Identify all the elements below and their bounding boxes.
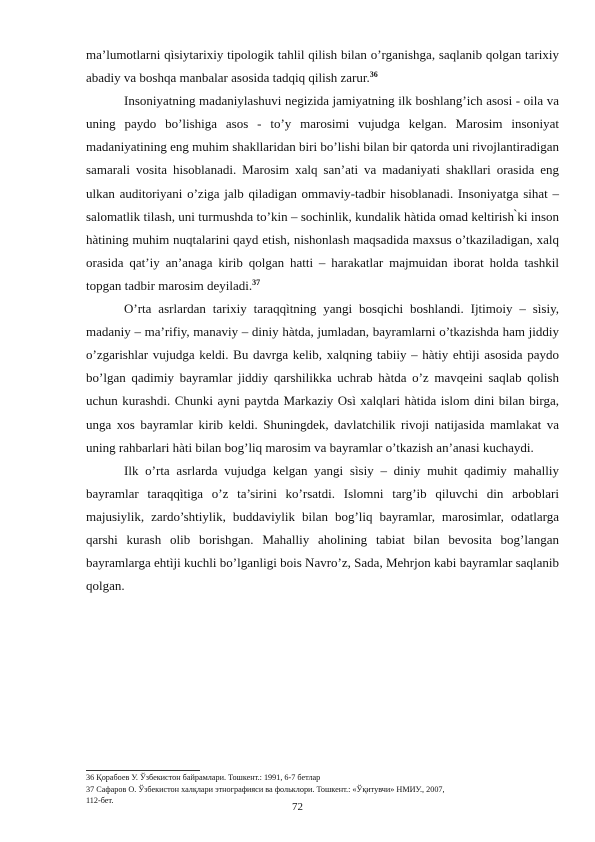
footnote-37: 37 Сафаров О. Ўзбекистон халқлари этнографияси ва фольклори. Тошкент.: «Ўқитувчи» НМИУ., 2007, bbox=[86, 784, 445, 794]
footnote-divider bbox=[86, 770, 200, 771]
paragraph-4-text: Ilk o’rta asrlarda vujudga kelgan yangi sìsiy – diniy muhit qadimiy mahalliy bayramlar taraqqìtiga o’z ta’sirini ko’rsatdi. Islomni targ’ib qiluvchi din arboblari majusiylik, zardo’shtiylik, buddaviylik bilan bog’liq bayramlar, marosimlar, odatlarga qarshi kurash olib borishgan. Mahalliy aholining tabiat bilan bevosita bog’langan bayramlarga ehtìji kuchli bo’lganligi bois Navro’z, Sada, Mehrjon kabi bayramlar saqlanib qolgan. bbox=[86, 462, 559, 594]
footnote-36: 36 Қорабоев У. Ўзбекистон байрамлари. Тошкент.: 1991, 6-7 бетлар bbox=[86, 773, 321, 782]
footnote-ref-37[interactable]: 37 bbox=[252, 277, 261, 287]
paragraph-3-text: O’rta asrlardan tarixiy taraqqìtning yangi bosqichi boshlandi. Ijtimoiy – sìsiy, madaniy – ma’rifiy, manaviy – diniy hàtda, jumladan, bayramlarni o’tkazishda ham jiddiy o’zgarishlar vujudga keldi. Bu davrga kelib, xalqning tabiiy – hàtiy ehtìji asosida paydo bo’lgan qadimiy bayramlar jiddiy qarshilikka uchrab hàtda o’z mavqeini saqlab qolish uchun kurashdi. Chunki ayni paytda Markaziy Osì xalqlari hàtida islom dini bilan birga, unga xos bayramlar kirib keldi. Shuningdek, davlatchilik rivoji natijasida mamlakat va uning rahbarlari hàti bilan bog’liq marosim va bayramlar o’tkazish an’anasi kuchaydi. bbox=[86, 301, 559, 455]
body-text bbox=[86, 43, 559, 597]
paragraph-2 bbox=[86, 89, 559, 297]
page-number: 72 bbox=[292, 801, 303, 813]
footnote-ref-36[interactable]: 36 bbox=[369, 70, 378, 80]
footnote-37-continued: 112-бет. bbox=[86, 796, 114, 806]
paragraph-2-text: Insoniyatning madaniylashuvi negizida jamiyatning ilk boshlang’ich asosi - oila va uning paydo bo’lishiga asos - to’y marosimi vujudga kelgan. Marosim insoniyat madaniyatining eng muhim shakllaridan biri bo’lishi bilan bir qatorda uni rivojlantiradigan samarali vosita hisoblanadi. Marosim xalq san’ati va madaniyati shakllari orasida eng ulkan auditoriyani o’ziga jalb qiladigan ommaviy-tadbir hisoblanadi. Insoniyatga sihat – salomatlik tilash, uni turmushda to’kin – sochinlik, kundalik hàtida omad keltirish ̀ki inson hàtining muhim nuqtalarini qayd etish, nishonlash maqsadida maxsus o’tkaziladigan, xalq orasida qat’iy an’anaga kirib qolgan hatti – harakatlar majmuidan iborat holda tashkil topgan tadbir marosim deyiladi. bbox=[86, 93, 559, 293]
paragraph-1-text: ma’lumotlarni qìsiytarixiy tipologik tahlil qilish bilan o’rganishga, saqlanib qolgan tarixiy abadiy va boshqa manbalar asosida tadqiq qilish zarur. bbox=[86, 47, 559, 86]
paragraph-1 bbox=[86, 43, 559, 89]
paragraph-4 bbox=[86, 459, 559, 598]
paragraph-3 bbox=[86, 297, 559, 459]
